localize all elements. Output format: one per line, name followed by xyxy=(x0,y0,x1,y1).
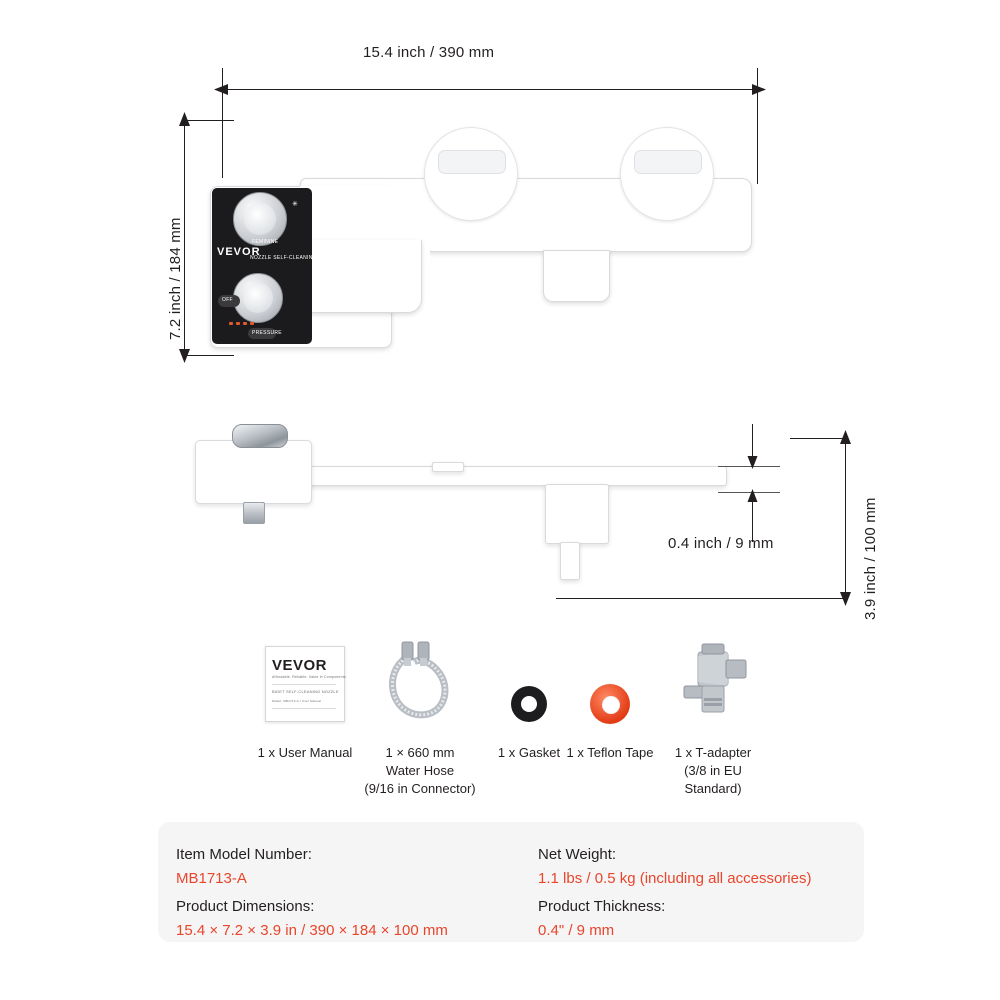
spec-label-thickness: Product Thickness: xyxy=(538,898,666,915)
panel-brand-label: VEVOR xyxy=(217,246,261,258)
teflon-tape-hole xyxy=(602,696,620,714)
top-height-arrow-line xyxy=(184,120,185,355)
pressure-label: PRESSURE xyxy=(252,330,282,336)
spec-value-weight: 1.1 lbs / 0.5 kg (including all accessories) xyxy=(538,870,812,887)
t-adapter-caption-line-3: Standard) xyxy=(684,781,742,796)
side-view-plate xyxy=(300,466,727,486)
manual-title: BIDET SELF-CLEANING NOZZLE xyxy=(272,689,339,694)
water-hose-caption-line-2: Water Hose xyxy=(385,763,455,778)
top-height-arrow-down xyxy=(176,345,193,363)
spec-value-dimensions: 15.4 × 7.2 × 3.9 in / 390 × 184 × 100 mm xyxy=(176,922,448,939)
depth-arrow-up xyxy=(837,430,854,448)
top-height-arrow-up xyxy=(176,112,193,130)
water-hose-icon xyxy=(380,640,460,726)
nozzle-clean-label: NOZZLE SELF-CLEANING xyxy=(250,255,317,261)
spec-value-model: MB1713-A xyxy=(176,870,247,887)
top-width-ext-right xyxy=(757,68,758,184)
off-label: OFF xyxy=(222,297,233,303)
depth-arrow-line xyxy=(845,438,846,598)
spec-label-dimensions: Product Dimensions: xyxy=(176,898,315,915)
nozzle-slot-circle-2 xyxy=(620,127,714,221)
t-adapter-icon xyxy=(672,640,752,724)
bidet-arm xyxy=(300,240,422,313)
feminine-label: FEMININE xyxy=(252,239,279,245)
pressure-ticks xyxy=(229,322,254,325)
side-view-housing xyxy=(195,440,312,504)
gasket-hole xyxy=(521,696,537,712)
top-width-ext-left xyxy=(222,68,223,178)
teflon-tape-caption: 1 x Teflon Tape xyxy=(566,745,654,760)
side-view-knob xyxy=(232,424,288,448)
t-adapter-caption xyxy=(655,744,771,798)
top-width-arrow-line xyxy=(222,89,757,90)
gasket-caption: 1 x Gasket xyxy=(497,745,561,760)
side-view-inlet xyxy=(243,502,265,524)
water-hose-caption-line-3: (9/16 in Connector) xyxy=(364,781,476,796)
depth-ext-bottom xyxy=(556,598,846,599)
pressure-knob[interactable] xyxy=(233,192,287,246)
thickness-dimension-label: 0.4 inch / 9 mm xyxy=(668,535,774,552)
manual-logo: VEVOR xyxy=(272,657,328,674)
top-width-dimension-label: 15.4 inch / 390 mm xyxy=(363,44,495,61)
t-adapter-caption-line-1: 1 x T-adapter xyxy=(674,745,752,760)
top-height-dimension-label: 7.2 inch / 184 mm xyxy=(167,217,184,340)
snowflake-icon: ✳ xyxy=(292,201,299,208)
thickness-arrow-down xyxy=(744,455,761,469)
depth-dimension-label: 3.9 inch / 100 mm xyxy=(862,497,879,620)
spec-value-thickness: 0.4" / 9 mm xyxy=(538,922,615,939)
nozzle-slot-circle-1 xyxy=(424,127,518,221)
water-hose-caption-line-1: 1 × 660 mm xyxy=(385,745,455,760)
nozzle-slot-1 xyxy=(438,150,506,174)
thickness-arrow-up xyxy=(744,489,761,503)
manual-tagline: Affordable. Reliable. Value in Components xyxy=(272,675,346,679)
top-height-ext-bottom xyxy=(184,355,234,356)
depth-ext-top xyxy=(790,438,846,439)
mounting-tab xyxy=(543,250,610,302)
side-view-mount-stem xyxy=(560,542,580,580)
spec-box xyxy=(158,822,864,942)
depth-arrow-down xyxy=(837,588,854,606)
water-hose-caption xyxy=(355,744,485,798)
top-width-arrow-left xyxy=(214,81,232,98)
nozzle-slot-2 xyxy=(634,150,702,174)
spec-label-model: Item Model Number: xyxy=(176,846,312,863)
spec-label-weight: Net Weight: xyxy=(538,846,617,863)
manual-subtitle: Model: MB1713-A / User Manual xyxy=(272,699,322,703)
t-adapter-caption-line-2: (3/8 in EU xyxy=(684,763,742,778)
side-view-mount-block xyxy=(545,484,609,544)
user-manual-caption: 1 x User Manual xyxy=(257,745,353,760)
side-view-ridge xyxy=(432,462,464,472)
mode-knob[interactable] xyxy=(233,273,283,323)
top-height-ext-top xyxy=(184,120,234,121)
